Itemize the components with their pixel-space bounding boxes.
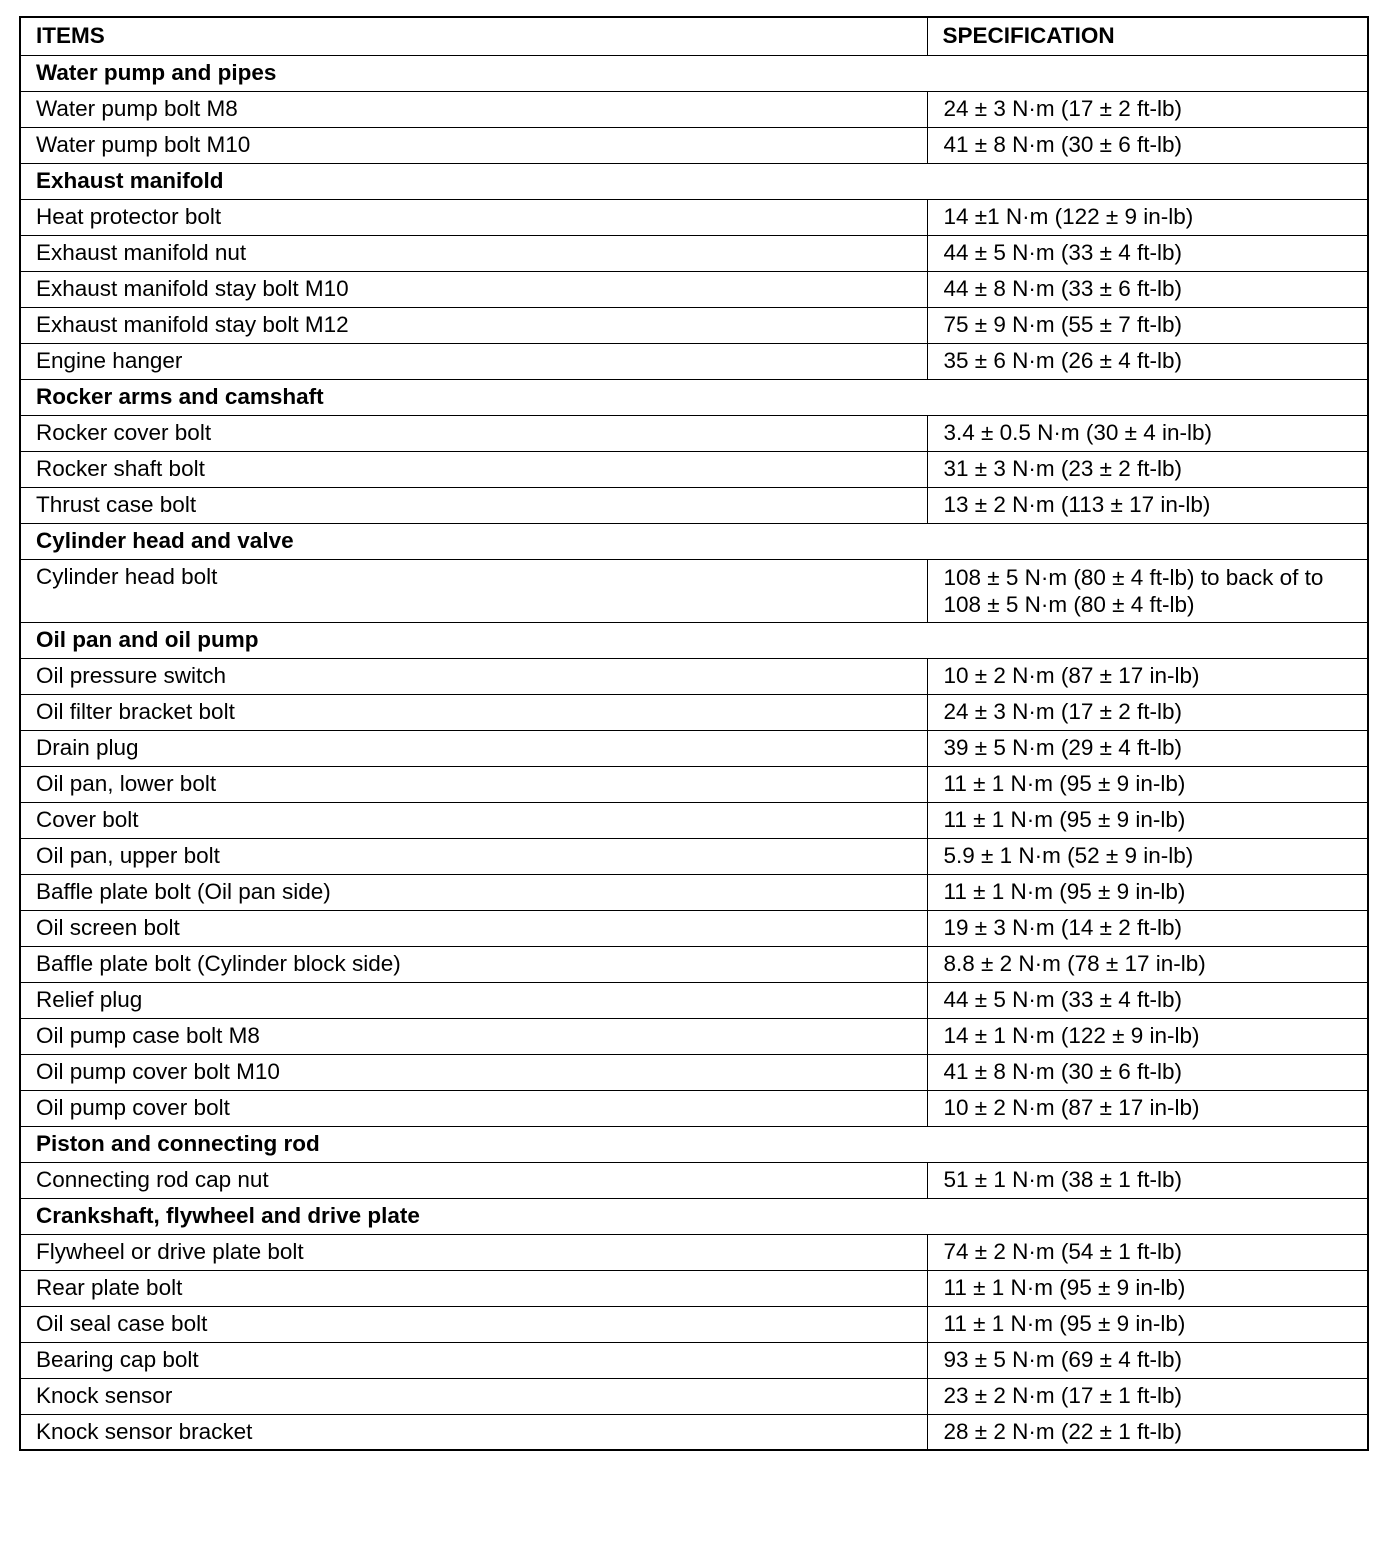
item-cell: Heat protector bolt — [20, 199, 927, 235]
specification-cell: 8.8 ± 2 N·m (78 ± 17 in-lb) — [927, 946, 1368, 982]
specification-cell: 41 ± 8 N·m (30 ± 6 ft-lb) — [927, 127, 1368, 163]
table-row — [20, 946, 1368, 982]
section-title: Cylinder head and valve — [20, 523, 1368, 559]
item-cell: Baffle plate bolt (Cylinder block side) — [20, 946, 927, 982]
item-cell: Connecting rod cap nut — [20, 1162, 927, 1198]
item-cell: Cover bolt — [20, 802, 927, 838]
table-row — [20, 1090, 1368, 1126]
item-cell: Drain plug — [20, 730, 927, 766]
section-row — [20, 523, 1368, 559]
item-cell: Oil pump case bolt M8 — [20, 1018, 927, 1054]
table-row — [20, 451, 1368, 487]
specification-cell: 24 ± 3 N·m (17 ± 2 ft-lb) — [927, 694, 1368, 730]
section-row — [20, 379, 1368, 415]
table-row — [20, 1018, 1368, 1054]
table-row — [20, 874, 1368, 910]
item-cell: Exhaust manifold stay bolt M12 — [20, 307, 927, 343]
table-row — [20, 1414, 1368, 1450]
table-row — [20, 127, 1368, 163]
specification-cell: 75 ± 9 N·m (55 ± 7 ft-lb) — [927, 307, 1368, 343]
section-title: Piston and connecting rod — [20, 1126, 1368, 1162]
section-title: Oil pan and oil pump — [20, 622, 1368, 658]
specification-cell: 11 ± 1 N·m (95 ± 9 in-lb) — [927, 766, 1368, 802]
specification-cell: 3.4 ± 0.5 N·m (30 ± 4 in-lb) — [927, 415, 1368, 451]
table-row — [20, 1342, 1368, 1378]
table-row — [20, 766, 1368, 802]
section-title: Rocker arms and camshaft — [20, 379, 1368, 415]
table-row — [20, 415, 1368, 451]
specification-cell: 44 ± 5 N·m (33 ± 4 ft-lb) — [927, 982, 1368, 1018]
item-cell: Relief plug — [20, 982, 927, 1018]
specification-cell: 44 ± 5 N·m (33 ± 4 ft-lb) — [927, 235, 1368, 271]
item-cell: Engine hanger — [20, 343, 927, 379]
section-row — [20, 1126, 1368, 1162]
specification-cell: 51 ± 1 N·m (38 ± 1 ft-lb) — [927, 1162, 1368, 1198]
table-row — [20, 910, 1368, 946]
item-cell: Water pump bolt M8 — [20, 91, 927, 127]
section-title: Crankshaft, flywheel and drive plate — [20, 1198, 1368, 1234]
section-title: Water pump and pipes — [20, 55, 1368, 91]
table-row — [20, 1054, 1368, 1090]
specification-cell: 108 ± 5 N·m (80 ± 4 ft-lb) to back of to 108 ± 5 N·m (80 ± 4 ft-lb) — [927, 559, 1368, 622]
specification-cell: 11 ± 1 N·m (95 ± 9 in-lb) — [927, 874, 1368, 910]
item-cell: Bearing cap bolt — [20, 1342, 927, 1378]
table-row — [20, 559, 1368, 622]
section-row — [20, 163, 1368, 199]
item-cell: Knock sensor bracket — [20, 1414, 927, 1450]
specification-cell: 11 ± 1 N·m (95 ± 9 in-lb) — [927, 1306, 1368, 1342]
specification-cell: 74 ± 2 N·m (54 ± 1 ft-lb) — [927, 1234, 1368, 1270]
specification-cell: 10 ± 2 N·m (87 ± 17 in-lb) — [927, 658, 1368, 694]
table-row — [20, 694, 1368, 730]
table-row — [20, 91, 1368, 127]
table-row — [20, 1306, 1368, 1342]
item-cell: Rear plate bolt — [20, 1270, 927, 1306]
table-row — [20, 658, 1368, 694]
specification-cell: 19 ± 3 N·m (14 ± 2 ft-lb) — [927, 910, 1368, 946]
item-cell: Oil seal case bolt — [20, 1306, 927, 1342]
specification-cell: 28 ± 2 N·m (22 ± 1 ft-lb) — [927, 1414, 1368, 1450]
header-row — [20, 17, 1368, 55]
section-row — [20, 1198, 1368, 1234]
items-column-header: ITEMS — [20, 17, 927, 55]
item-cell: Rocker cover bolt — [20, 415, 927, 451]
item-cell: Baffle plate bolt (Oil pan side) — [20, 874, 927, 910]
table-row — [20, 1270, 1368, 1306]
specification-cell: 23 ± 2 N·m (17 ± 1 ft-lb) — [927, 1378, 1368, 1414]
item-cell: Oil pump cover bolt M10 — [20, 1054, 927, 1090]
table-row — [20, 487, 1368, 523]
item-cell: Knock sensor — [20, 1378, 927, 1414]
section-row — [20, 55, 1368, 91]
specification-cell: 10 ± 2 N·m (87 ± 17 in-lb) — [927, 1090, 1368, 1126]
table-row — [20, 271, 1368, 307]
item-cell: Oil pan, lower bolt — [20, 766, 927, 802]
item-cell: Exhaust manifold stay bolt M10 — [20, 271, 927, 307]
item-cell: Oil pressure switch — [20, 658, 927, 694]
table-row — [20, 307, 1368, 343]
specification-cell: 11 ± 1 N·m (95 ± 9 in-lb) — [927, 1270, 1368, 1306]
specification-cell: 44 ± 8 N·m (33 ± 6 ft-lb) — [927, 271, 1368, 307]
specification-column-header: SPECIFICATION — [927, 17, 1368, 55]
table-body — [20, 55, 1368, 1450]
item-cell: Rocker shaft bolt — [20, 451, 927, 487]
section-row — [20, 622, 1368, 658]
item-cell: Oil filter bracket bolt — [20, 694, 927, 730]
specification-cell: 13 ± 2 N·m (113 ± 17 in-lb) — [927, 487, 1368, 523]
table-row — [20, 1162, 1368, 1198]
item-cell: Cylinder head bolt — [20, 559, 927, 622]
table-row — [20, 802, 1368, 838]
torque-spec-table — [19, 16, 1369, 1451]
specification-cell: 31 ± 3 N·m (23 ± 2 ft-lb) — [927, 451, 1368, 487]
section-title: Exhaust manifold — [20, 163, 1368, 199]
table-row — [20, 838, 1368, 874]
item-cell: Oil screen bolt — [20, 910, 927, 946]
item-cell: Oil pan, upper bolt — [20, 838, 927, 874]
table-row — [20, 235, 1368, 271]
table-row — [20, 199, 1368, 235]
table-row — [20, 730, 1368, 766]
specification-cell: 93 ± 5 N·m (69 ± 4 ft-lb) — [927, 1342, 1368, 1378]
specification-cell: 39 ± 5 N·m (29 ± 4 ft-lb) — [927, 730, 1368, 766]
specification-cell: 14 ±1 N·m (122 ± 9 in-lb) — [927, 199, 1368, 235]
specification-cell: 11 ± 1 N·m (95 ± 9 in-lb) — [927, 802, 1368, 838]
specification-cell: 24 ± 3 N·m (17 ± 2 ft-lb) — [927, 91, 1368, 127]
item-cell: Thrust case bolt — [20, 487, 927, 523]
item-cell: Flywheel or drive plate bolt — [20, 1234, 927, 1270]
item-cell: Exhaust manifold nut — [20, 235, 927, 271]
table-row — [20, 1234, 1368, 1270]
table-row — [20, 343, 1368, 379]
item-cell: Water pump bolt M10 — [20, 127, 927, 163]
table-row — [20, 982, 1368, 1018]
specification-cell: 14 ± 1 N·m (122 ± 9 in-lb) — [927, 1018, 1368, 1054]
specification-cell: 41 ± 8 N·m (30 ± 6 ft-lb) — [927, 1054, 1368, 1090]
item-cell: Oil pump cover bolt — [20, 1090, 927, 1126]
table-row — [20, 1378, 1368, 1414]
specification-cell: 35 ± 6 N·m (26 ± 4 ft-lb) — [927, 343, 1368, 379]
specification-cell: 5.9 ± 1 N·m (52 ± 9 in-lb) — [927, 838, 1368, 874]
